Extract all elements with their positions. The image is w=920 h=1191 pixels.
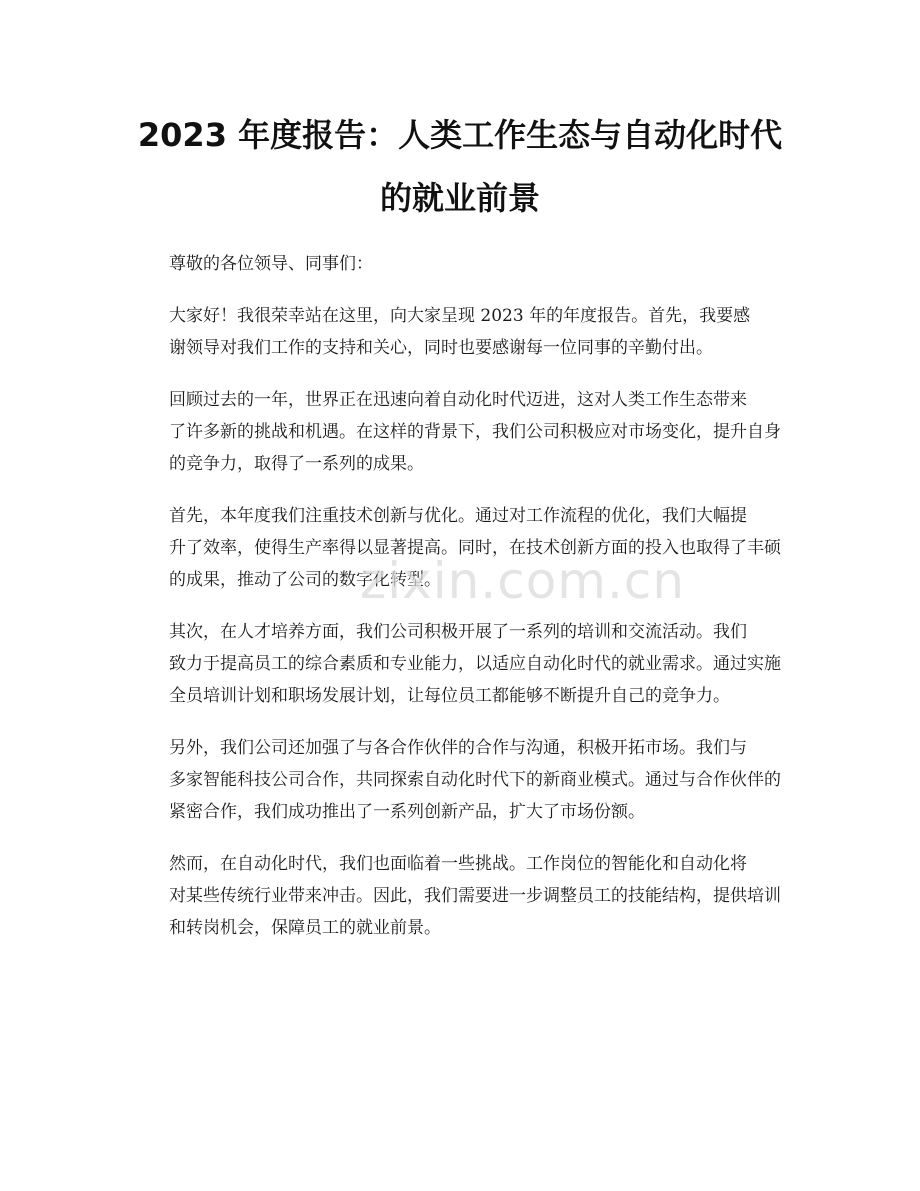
paragraph-line: 回顾过去的一年，世界正在迅速向着自动化时代迈进，这对人类工作生态带来 bbox=[169, 390, 747, 410]
paragraph-innovation bbox=[136, 500, 786, 596]
document-body bbox=[136, 248, 786, 964]
paragraph-review bbox=[136, 384, 786, 480]
watermark: zixin.com.cn bbox=[360, 552, 686, 610]
title-line-2: 的就业前景 bbox=[379, 179, 540, 217]
paragraph-greeting bbox=[136, 300, 786, 364]
paragraph-challenges bbox=[136, 848, 786, 944]
paragraph-line: 谢领导对我们工作的支持和关心，同时也要感谢每一位同事的辛勤付出。 bbox=[169, 338, 713, 358]
paragraph-line: 多家智能科技公司合作，共同探索自动化时代下的新商业模式。通过与合作伙伴的 bbox=[169, 770, 781, 790]
paragraph-line: 然而，在自动化时代，我们也面临着一些挑战。工作岗位的智能化和自动化将 bbox=[169, 854, 747, 874]
paragraph-line: 升了效率，使得生产率得以显著提高。同时，在技术创新方面的投入也取得了丰硕 bbox=[169, 538, 781, 558]
paragraph-line: 的成果，推动了公司的数字化转型。 bbox=[169, 570, 441, 590]
document-title bbox=[130, 104, 790, 230]
paragraph-line: 了许多新的挑战和机遇。在这样的背景下，我们公司积极应对市场变化，提升自身 bbox=[169, 422, 781, 442]
paragraph-line: 致力于提高员工的综合素质和专业能力，以适应自动化时代的就业需求。通过实施 bbox=[169, 654, 781, 674]
paragraph-line: 其次，在人才培养方面，我们公司积极开展了一系列的培训和交流活动。我们 bbox=[169, 622, 747, 642]
paragraph-line: 首先，本年度我们注重技术创新与优化。通过对工作流程的优化，我们大幅提 bbox=[169, 506, 747, 526]
paragraph-line: 的竞争力，取得了一系列的成果。 bbox=[169, 454, 424, 474]
paragraph-line: 紧密合作，我们成功推出了一系列创新产品，扩大了市场份额。 bbox=[169, 802, 645, 822]
paragraph-partnership bbox=[136, 732, 786, 828]
salutation: 尊敬的各位领导、同事们： bbox=[169, 254, 373, 274]
paragraph-line: 对某些传统行业带来冲击。因此，我们需要进一步调整员工的技能结构，提供培训 bbox=[169, 886, 781, 906]
paragraph-line: 大家好！我很荣幸站在这里，向大家呈现 2023 年的年度报告。首先，我要感 bbox=[169, 306, 751, 326]
paragraph-line: 另外，我们公司还加强了与各合作伙伴的合作与沟通，积极开拓市场。我们与 bbox=[169, 738, 747, 758]
paragraph-line: 和转岗机会，保障员工的就业前景。 bbox=[169, 918, 441, 938]
paragraph-talent bbox=[136, 616, 786, 712]
paragraph-line: 全员培训计划和职场发展计划，让每位员工都能够不断提升自己的竞争力。 bbox=[169, 686, 730, 706]
title-line-1: 2023 年度报告：人类工作生态与自动化时代 bbox=[137, 116, 783, 154]
